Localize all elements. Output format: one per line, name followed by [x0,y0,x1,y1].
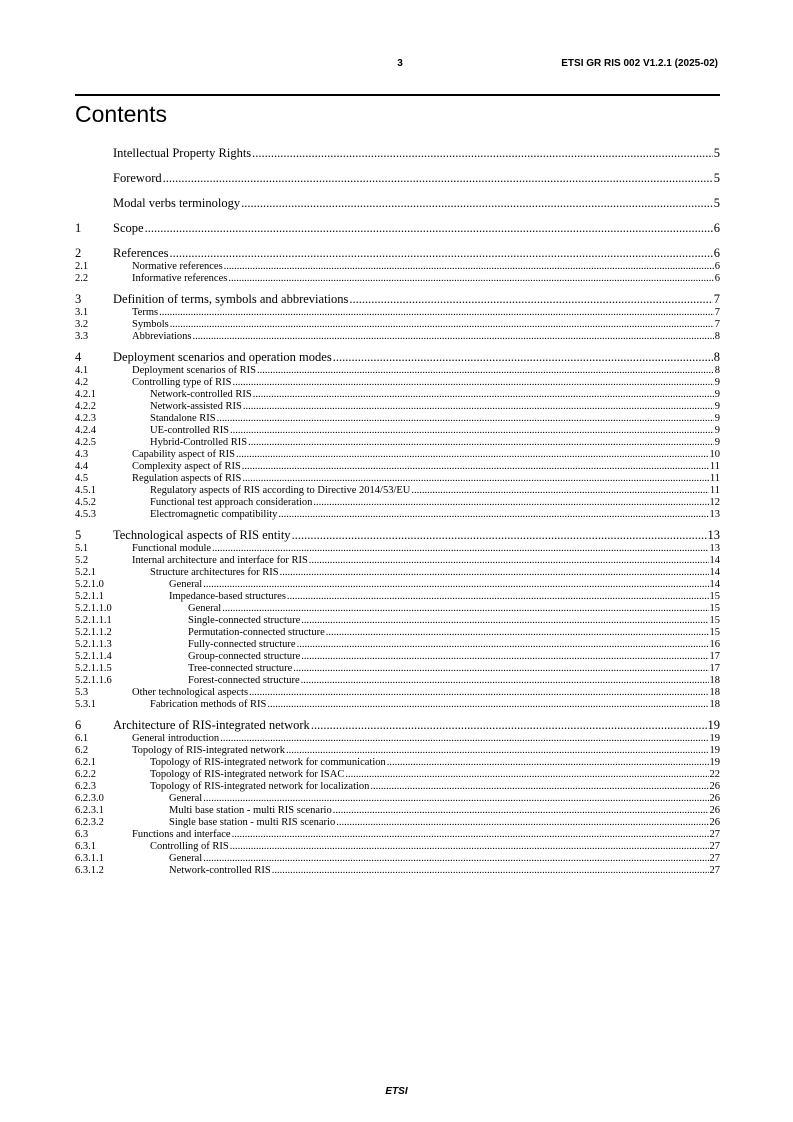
toc-entry-page: 8 [714,365,720,376]
toc-entry[interactable] [75,543,720,555]
page-title: Contents [75,101,168,127]
toc-entry[interactable] [75,579,720,591]
toc-dot-leader [349,292,712,307]
toc-entry-page: 26 [709,793,720,804]
toc-entry-number: 1 [75,221,82,235]
toc-entry-label: Complexity aspect of RIS [132,461,241,472]
toc-entry-page: 5 [713,196,720,210]
toc-entry-page: 15 [709,627,720,638]
toc-entry-number: 3.1 [75,307,89,318]
toc-dot-leader [243,401,714,413]
toc-entry[interactable] [75,485,720,497]
toc-entry-number: 6.2.3 [75,781,96,792]
toc-entry-label: Internal architecture and interface for RIS [132,555,308,566]
toc-entry[interactable] [75,817,720,829]
toc-entry-page: 15 [709,615,720,626]
toc-entry-page: 7 [714,307,720,318]
toc-entry[interactable] [75,675,720,687]
toc-entry-number: 6.3.1.1 [75,853,104,864]
toc-entry[interactable] [75,567,720,579]
toc-entry[interactable] [75,781,720,793]
toc-entry-number: 4.2.4 [75,425,96,436]
toc-entry-number: 6 [75,718,82,732]
toc-entry[interactable] [75,449,720,461]
toc-entry-label: Foreword [113,171,162,185]
toc-entry-number: 5.2.1.0 [75,579,104,590]
toc-entry[interactable] [75,509,720,521]
toc-entry-page: 15 [709,603,720,614]
toc-entry[interactable] [75,663,720,675]
toc-entry[interactable] [75,651,720,663]
toc-entry[interactable] [75,555,720,567]
toc-entry-label: Scope [113,221,144,235]
toc-entry-page: 13 [709,509,720,520]
toc-entry[interactable] [75,591,720,603]
toc-dot-leader [326,627,709,639]
toc-entry[interactable] [75,401,720,413]
toc-entry-page: 19 [709,733,720,744]
toc-dot-leader [236,449,709,461]
toc-dot-leader [203,793,708,805]
toc-entry-number: 6.3.1.2 [75,865,104,876]
toc-dot-leader [370,781,708,793]
toc-entry-label: Informative references [132,273,228,284]
toc-dot-leader [280,567,709,579]
toc-entry-label: Symbols [132,319,169,330]
toc-dot-leader [333,350,713,365]
toc-entry-page: 9 [714,389,720,400]
toc-dot-leader [145,221,713,236]
toc-entry[interactable] [75,841,720,853]
toc-entry-number: 4.2.5 [75,437,96,448]
toc-entry[interactable] [75,627,720,639]
toc-dot-leader [222,603,708,615]
toc-dot-leader [159,307,714,319]
toc-entry-number: 5.1 [75,543,89,554]
toc-dot-leader [212,543,708,555]
toc-entry-number: 2 [75,246,82,260]
toc-entry-label: Other technological aspects [132,687,249,698]
toc-dot-leader [163,171,713,186]
toc-entry-page: 15 [709,591,720,602]
toc-entry-number: 4.1 [75,365,89,376]
toc-entry-label: Topology of RIS-integrated network [132,745,285,756]
toc-entry-label: Intellectual Property Rights [113,146,252,160]
toc-entry-page: 6 [713,221,720,235]
toc-dot-leader [228,273,713,285]
toc-entry-page: 27 [709,829,720,840]
toc-entry-label: Functions and interface [132,829,231,840]
toc-entry[interactable] [75,745,720,757]
toc-entry[interactable] [75,331,720,343]
toc-dot-leader [170,246,713,261]
toc-entry[interactable] [75,377,720,389]
toc-entry-label: Group-connected structure [188,651,301,662]
toc-entry-page: 19 [707,718,720,732]
toc-entry-number: 5.2.1.1.3 [75,639,112,650]
toc-entry-page: 18 [709,675,720,686]
toc-entry-label: Multi base station - multi RIS scenario [169,805,332,816]
toc-dot-leader [249,687,708,699]
toc-entry-label: References [113,246,169,260]
toc-entry-number: 6.2.2 [75,769,96,780]
toc-entry[interactable] [75,687,720,699]
toc-entry-page: 11 [709,485,720,496]
toc-entry-page: 22 [709,769,720,780]
toc-entry-label: Architecture of RIS-integrated network [113,718,310,732]
toc-entry-label: Modal verbs terminology [113,196,241,210]
toc-entry-number: 5.3 [75,687,89,698]
toc-entry-number: 4 [75,350,82,364]
toc-entry-label: Regulation aspects of RIS [132,473,242,484]
toc-entry-number: 4.5.1 [75,485,96,496]
toc-entry-number: 5.2.1.1.0 [75,603,112,614]
toc-entry-label: Impedance-based structures [169,591,286,602]
toc-dot-leader [224,261,714,273]
toc-entry-page: 27 [709,853,720,864]
toc-entry[interactable] [75,307,720,319]
toc-entry[interactable] [75,146,720,161]
toc-entry-number: 5.2.1 [75,567,96,578]
toc-entry-page: 6 [714,261,720,272]
toc-dot-leader [267,699,708,711]
toc-entry[interactable] [75,350,720,365]
toc-entry-number: 6.2.3.1 [75,805,104,816]
toc-entry-number: 3 [75,292,82,306]
document-reference: ETSI GR RIS 002 V1.2.1 (2025-02) [561,58,718,69]
toc-entry-page: 13 [709,543,720,554]
toc-entry-label: General [169,793,203,804]
toc-entry-number: 4.5 [75,473,89,484]
toc-entry-number: 6.2 [75,745,89,756]
toc-entry[interactable] [75,639,720,651]
toc-dot-leader [287,591,709,603]
toc-entry-page: 8 [714,331,720,342]
toc-dot-leader [272,865,709,877]
toc-entry-label: UE-controlled RIS [150,425,230,436]
toc-entry-page: 5 [713,171,720,185]
toc-entry-number: 4.2.3 [75,413,96,424]
toc-entry[interactable] [75,829,720,841]
toc-entry[interactable] [75,246,720,261]
toc-entry[interactable] [75,437,720,449]
toc-dot-leader [345,769,708,781]
toc-entry[interactable] [75,292,720,307]
toc-entry-page: 26 [709,805,720,816]
toc-entry-number: 5.2.1.1.1 [75,615,112,626]
toc-entry-page: 18 [709,687,720,698]
toc-entry-page: 7 [713,292,720,306]
toc-entry-number: 4.2.1 [75,389,96,400]
toc-entry-page: 26 [709,817,720,828]
toc-entry[interactable] [75,389,720,401]
toc-dot-leader [193,331,714,343]
toc-entry-label: Structure architectures for RIS [150,567,279,578]
toc-dot-leader [309,555,709,567]
toc-entry-number: 2.2 [75,273,89,284]
toc-entry-label: Deployment scenarios of RIS [132,365,256,376]
toc-entry[interactable] [75,769,720,781]
toc-dot-leader [301,675,709,687]
toc-entry-page: 9 [714,401,720,412]
toc-entry-number: 5.2 [75,555,89,566]
toc-entry[interactable] [75,603,720,615]
toc-dot-leader [248,437,714,449]
toc-dot-leader [241,196,713,211]
toc-entry-number: 4.5.3 [75,509,96,520]
toc-entry[interactable] [75,865,720,877]
toc-entry[interactable] [75,793,720,805]
toc-dot-leader [252,146,713,161]
toc-entry[interactable] [75,261,720,273]
toc-entry-label: Single-connected structure [188,615,301,626]
toc-entry-page: 8 [713,350,720,364]
toc-entry-label: Hybrid-Controlled RIS [150,437,248,448]
toc-entry[interactable] [75,319,720,331]
toc-entry-page: 13 [707,528,720,542]
toc-entry-number: 2.1 [75,261,89,272]
toc-entry-number: 6.3.1 [75,841,96,852]
toc-entry-number: 5.3.1 [75,699,96,710]
toc-entry-label: Tree-connected structure [188,663,293,674]
toc-entry[interactable] [75,196,720,211]
toc-entry-number: 4.2 [75,377,89,388]
toc-entry-page: 18 [709,699,720,710]
table-of-contents [75,146,720,877]
toc-entry-number: 4.3 [75,449,89,460]
toc-dot-leader [297,639,709,651]
toc-entry[interactable] [75,853,720,865]
toc-entry-page: 9 [714,377,720,388]
toc-entry-label: Permutation-connected structure [188,627,325,638]
toc-entry-label: Single base station - multi RIS scenario [169,817,336,828]
toc-entry-page: 19 [709,745,720,756]
toc-entry-page: 19 [709,757,720,768]
toc-entry-number: 5.2.1.1.2 [75,627,112,638]
toc-dot-leader [311,718,707,733]
toc-entry-number: 5.2.1.1.6 [75,675,112,686]
toc-entry-page: 17 [709,651,720,662]
toc-entry-page: 11 [709,473,720,484]
toc-entry-number: 6.2.1 [75,757,96,768]
toc-entry[interactable] [75,733,720,745]
toc-entry-page: 6 [713,246,720,260]
footer-etsi: ETSI [385,1086,408,1097]
toc-entry-label: Deployment scenarios and operation modes [113,350,332,364]
toc-entry[interactable] [75,171,720,186]
toc-entry-page: 14 [709,567,720,578]
toc-entry-label: Controlling type of RIS [132,377,232,388]
toc-entry[interactable] [75,273,720,285]
toc-entry-label: Normative references [132,261,223,272]
toc-entry-number: 4.5.2 [75,497,96,508]
toc-entry-number: 3.2 [75,319,89,330]
toc-dot-leader [232,377,713,389]
toc-entry-page: 10 [709,449,720,460]
toc-entry[interactable] [75,615,720,627]
toc-entry[interactable] [75,528,720,543]
toc-entry-label: Regulatory aspects of RIS according to Directive 2014/53/EU [150,485,411,496]
toc-dot-leader [203,853,708,865]
toc-entry-page: 9 [714,413,720,424]
toc-entry[interactable] [75,757,720,769]
toc-dot-leader [203,579,708,591]
toc-entry-number: 5.2.1.1.5 [75,663,112,674]
toc-dot-leader [257,365,714,377]
toc-entry-page: 12 [709,497,720,508]
toc-entry-page: 6 [714,273,720,284]
toc-dot-leader [411,485,708,497]
toc-entry-label: Topology of RIS-integrated network for communication [150,757,386,768]
toc-dot-leader [301,615,708,627]
toc-dot-leader [313,497,708,509]
toc-entry-label: General introduction [132,733,220,744]
toc-dot-leader [286,745,709,757]
toc-dot-leader [301,651,708,663]
toc-entry[interactable] [75,461,720,473]
toc-dot-leader [333,805,709,817]
toc-entry-page: 16 [709,639,720,650]
toc-entry-page: 17 [709,663,720,674]
toc-entry-label: Fabrication methods of RIS [150,699,267,710]
toc-entry-label: Functional test approach consideration [150,497,313,508]
toc-dot-leader [336,817,708,829]
toc-entry-page: 26 [709,781,720,792]
toc-entry-number: 5.2.1.1 [75,591,104,602]
toc-entry-label: Network-controlled RIS [169,865,271,876]
toc-entry-label: Network-controlled RIS [150,389,252,400]
toc-entry-label: Standalone RIS [150,413,216,424]
toc-entry-label: Electromagnetic compatibility [150,509,278,520]
toc-entry[interactable] [75,413,720,425]
toc-dot-leader [293,663,708,675]
toc-dot-leader [278,509,708,521]
toc-entry-number: 6.2.3.2 [75,817,104,828]
header-rule [75,94,720,96]
toc-entry-label: Abbreviations [132,331,192,342]
toc-entry-label: Controlling of RIS [150,841,229,852]
toc-entry-page: 14 [709,555,720,566]
toc-entry-page: 9 [714,437,720,448]
toc-entry-page: 11 [709,461,720,472]
toc-entry-label: General [169,579,203,590]
toc-entry[interactable] [75,805,720,817]
toc-entry[interactable] [75,699,720,711]
toc-dot-leader [387,757,709,769]
toc-entry-label: Functional module [132,543,212,554]
toc-dot-leader [230,841,709,853]
toc-entry-label: Terms [132,307,159,318]
toc-entry-page: 27 [709,865,720,876]
toc-dot-leader [253,389,714,401]
toc-entry[interactable] [75,221,720,236]
toc-dot-leader [217,413,714,425]
toc-entry-label: Forest-connected structure [188,675,300,686]
toc-dot-leader [232,829,709,841]
toc-dot-leader [242,461,709,473]
toc-entry-number: 5.2.1.1.4 [75,651,112,662]
toc-entry-page: 5 [713,146,720,160]
toc-entry-number: 4.4 [75,461,89,472]
toc-entry[interactable] [75,718,720,733]
toc-dot-leader [220,733,708,745]
toc-entry-label: Technological aspects of RIS entity [113,528,291,542]
toc-entry[interactable] [75,497,720,509]
toc-entry-number: 3.3 [75,331,89,342]
toc-entry-label: Network-assisted RIS [150,401,242,412]
toc-entry-label: General [169,853,203,864]
toc-entry[interactable] [75,473,720,485]
toc-entry-label: General [188,603,222,614]
toc-entry-page: 7 [714,319,720,330]
toc-entry-number: 6.1 [75,733,89,744]
toc-dot-leader [230,425,714,437]
toc-entry-page: 27 [709,841,720,852]
toc-entry[interactable] [75,425,720,437]
toc-entry-number: 6.2.3.0 [75,793,104,804]
toc-dot-leader [170,319,714,331]
toc-entry-label: Capability aspect of RIS [132,449,235,460]
toc-entry-page: 14 [709,579,720,590]
toc-entry-label: Topology of RIS-integrated network for ISAC [150,769,345,780]
toc-entry[interactable] [75,365,720,377]
toc-entry-label: Definition of terms, symbols and abbreviations [113,292,349,306]
toc-entry-number: 4.2.2 [75,401,96,412]
toc-entry-page: 9 [714,425,720,436]
toc-entry-number: 5 [75,528,82,542]
toc-entry-label: Fully-connected structure [188,639,296,650]
toc-dot-leader [292,528,707,543]
page-number: 3 [397,58,403,69]
toc-entry-number: 6.3 [75,829,89,840]
toc-dot-leader [242,473,709,485]
toc-entry-label: Topology of RIS-integrated network for localization [150,781,370,792]
